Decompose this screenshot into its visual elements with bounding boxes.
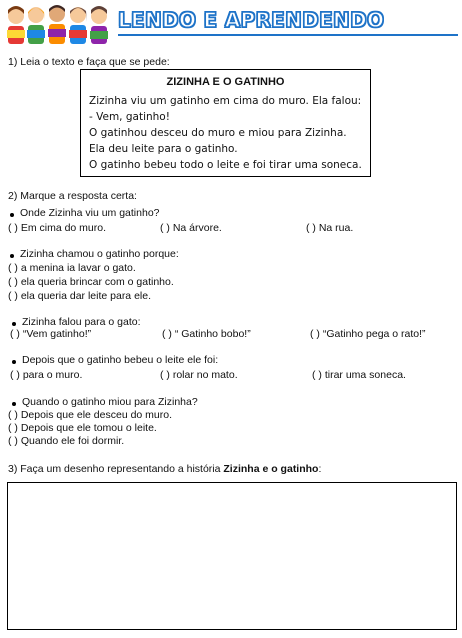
story-box (80, 69, 371, 177)
q2c-option-2[interactable]: ( ) “ Gatinho bobo!” (162, 328, 251, 340)
q2b-question: Zizinha chamou o gatinho porque: (20, 248, 179, 260)
q3-prompt-text: 3) Faça um desenho representando a história (8, 463, 224, 475)
q2-prompt: 2) Marque a resposta certa: (8, 190, 137, 202)
q2a-question: Onde Zizinha viu um gatinho? (20, 207, 160, 219)
q2b-option-3[interactable]: ( ) ela queria dar leite para ele. (8, 290, 151, 302)
story-line: O gatinhou desceu do muro e miou para Zizinha. (89, 127, 347, 139)
q2c-option-3[interactable]: ( ) “Gatinho pega o rato!” (310, 328, 426, 340)
q2d-question: Depois que o gatinho bebeu o leite ele foi: (22, 354, 219, 366)
story-line: Ela deu leite para o gatinho. (89, 143, 238, 155)
q2e-question: Quando o gatinho miou para Zizinha? (22, 396, 198, 408)
q3-story-name: Zizinha e o gatinho (223, 463, 319, 475)
story-line: - Vem, gatinho! (89, 111, 170, 123)
bullet-icon (12, 322, 16, 326)
story-title: ZIZINHA E O GATINHO (166, 76, 285, 88)
drawing-area[interactable] (7, 482, 457, 630)
q3-prompt-end: : (318, 463, 322, 475)
children-reading-illustration (4, 2, 112, 46)
story-line: O gatinho bebeu todo o leite e foi tirar uma soneca. (89, 159, 362, 171)
q2e-option-2[interactable]: ( ) Depois que ele tomou o leite. (8, 422, 157, 434)
bullet-icon (10, 254, 14, 258)
q3-prompt (8, 463, 321, 476)
title-underline (118, 34, 458, 36)
bullet-icon (10, 213, 14, 217)
q2a-option-3[interactable]: ( ) Na rua. (306, 222, 354, 234)
q2c-question: Zizinha falou para o gato: (22, 316, 141, 328)
q1-prompt: 1) Leia o texto e faça que se pede: (8, 56, 170, 68)
q2d-option-3[interactable]: ( ) tirar uma soneca. (312, 369, 406, 381)
q2a-option-2[interactable]: ( ) Na árvore. (160, 222, 222, 234)
q2d-option-1[interactable]: ( ) para o muro. (10, 369, 83, 381)
worksheet-header (0, 0, 462, 48)
q2c-option-1[interactable]: ( ) “Vem gatinho!” (10, 328, 92, 340)
story-line: Zizinha viu um gatinho em cima do muro. Ela falou: (89, 95, 362, 107)
q2b-option-2[interactable]: ( ) ela queria brincar com o gatinho. (8, 276, 174, 288)
bullet-icon (12, 360, 16, 364)
q2e-option-3[interactable]: ( ) Quando ele foi dormir. (8, 435, 125, 447)
q2e-option-1[interactable]: ( ) Depois que ele desceu do muro. (8, 409, 173, 421)
q2b-option-1[interactable]: ( ) a menina ia lavar o gato. (8, 262, 136, 274)
bullet-icon (12, 402, 16, 406)
page-title: LENDO E APRENDENDO (118, 8, 385, 32)
q2d-option-2[interactable]: ( ) rolar no mato. (160, 369, 238, 381)
q2a-option-1[interactable]: ( ) Em cima do muro. (8, 222, 107, 234)
